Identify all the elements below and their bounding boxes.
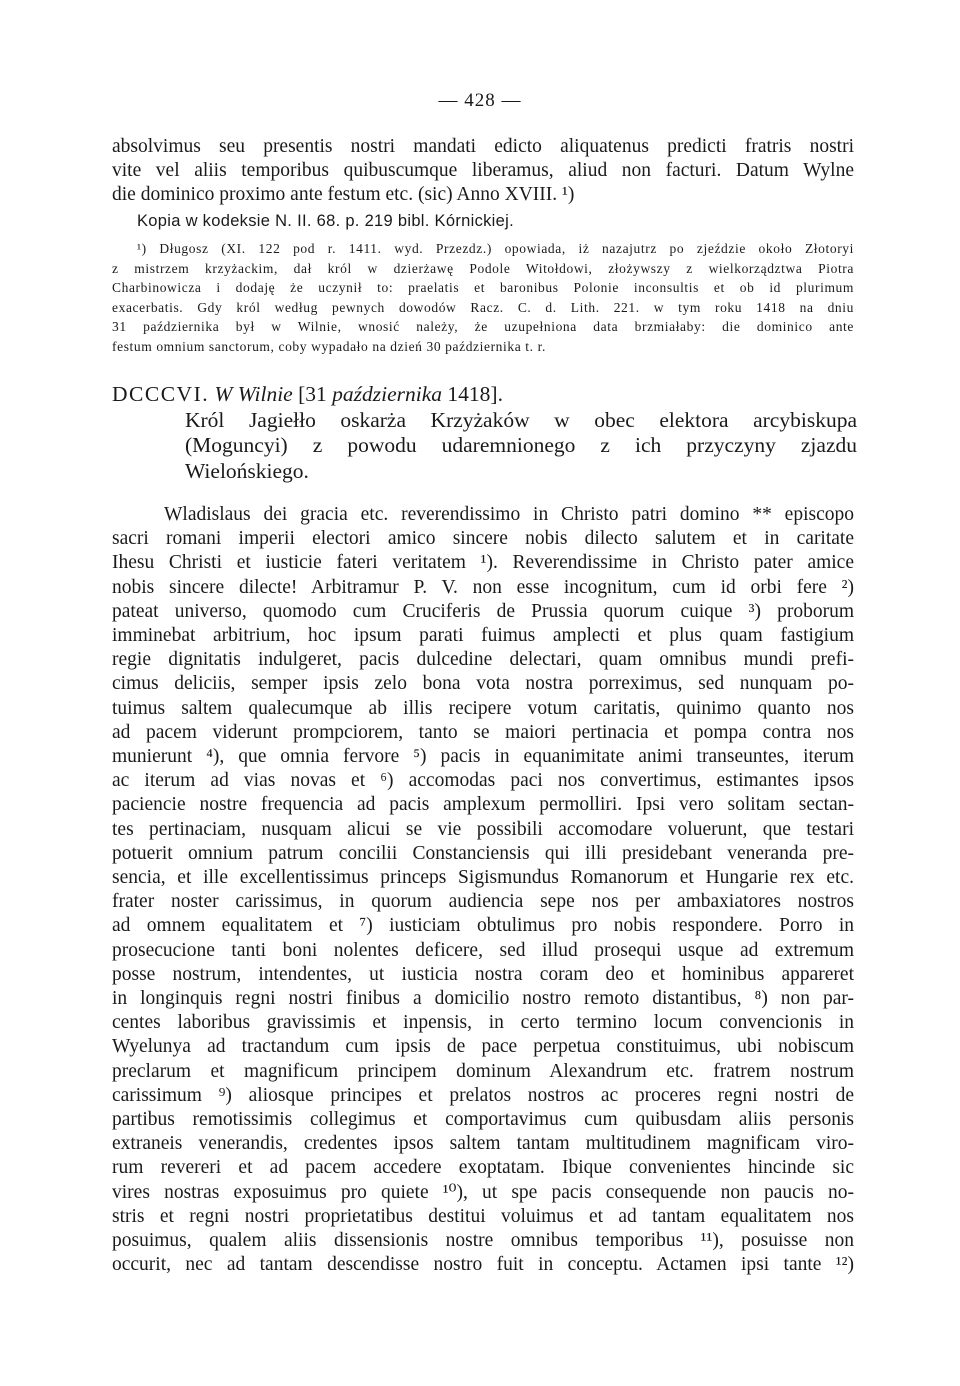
text-line: imminebat arbitrium, hoc ipsum parati fuimus amplecti et plus quam fastigium [112,625,854,647]
text-line: extraneis venerandis, credentes ipsos saltem tantam multitudinem magnificam viro- [112,1133,854,1155]
text-line: paciencie nostre frequencia ad pacis amplexum permolliri. Ipsi vero solitam sectan- [112,794,854,816]
text-line: stris et regni nostri proprietatibus destitui voluimus et ad tantam equalitatem nos [112,1205,854,1227]
text-line: occurit, nec ad tantam descendisse nostro fuit in conceptu. Actamen ipsi tante ¹²) [112,1254,854,1276]
text-line: potuerit omnium patrum concilii Constanciensis qui illi presidebant veneranda pre- [112,842,854,864]
footnote-line: festum omnium sanctorum, coby wypadało na dzień 30 października t. r. [112,338,546,354]
text-line: prosecucione tanti boni nolentes deficere, sed illud prosequi usque ad extremum [112,939,854,961]
source-note-line: Kopia w kodeksie N. II. 68. p. 219 bibl. Kórnickiej. [137,212,514,230]
text-line: partibus remotissimis collegimus et comportavimus cum quibusdam aliis personis [112,1109,854,1131]
document-date-open: [31 [298,382,333,406]
text-line: in longinquis regni nostri finibus a domicilio nostro remoto distantibus, ⁸) non par- [112,988,854,1010]
text-line: posuimus, qualem aliis dissensionis nostre omnibus temporibus ¹¹), posuisse non [112,1230,854,1252]
footnote-line: 31 października był w Wilnie, wnosić należy, że uzupełniona data brzmiałaby: die dominico ante [112,319,854,335]
text-line: tes pertinaciam, nusquam alicui se vie possibili accomodare voluerunt, que testari [112,818,854,840]
text-line: vires nostras exposuimus pro quiete ¹⁰), ut spe pacis consequende non paucis no- [112,1181,854,1203]
text-line: Wyelunya ad tractandum cum ipsis de pace perpetua constituimus, ubi nobiscum [112,1036,854,1058]
document-date-close: 1418]. [442,382,503,406]
text-line: Wladislaus dei gracia etc. reverendissimo in Christo patri domino ** episcopo [164,504,854,525]
text-line: munierunt ⁴), que omnia fervore ⁵) pacis in equanimitate animi transeuntes, iterum [112,746,854,768]
text-line: vite vel aliis temporibus quibuscumque liberamus, aliud non facturi. Datum Wylne [112,160,854,182]
text-line: ad pacem viderunt prompciorem, tanto se maiori pertinacia et pompa contra nos [112,721,854,743]
text-line: tuimus saltem qualecumque ab illis recipere votum caritatis, quinimo quanto nos [112,697,854,719]
text-line: ad omnem equalitatem et ⁷) iusticiam obtulimus pro nobis respondere. Porro in [112,915,854,937]
text-line: frater noster carissimus, in quorum audiencia sepe nos per ambaxiatores nostros [112,891,854,913]
text-line: ac iterum ad vias novas et ⁶) accomodas paci nos convertimus, estimantes ipsos [112,770,854,792]
text-line: cimus deliciis, semper ipsis zelo bona vota nostra porreximus, sed nunquam po- [112,673,854,695]
text-line: regie dignitatis indulgeret, pacis dulcedine delectari, quam omnibus mundi prefi- [112,649,854,671]
page-number: — 428 — [438,90,522,111]
text-line: centes laboribus gravissimis et inpensis, in certo termino locum convencionis in [112,1012,854,1034]
document-number: DCCCVI. [112,382,210,406]
document-date-month: października [332,382,443,406]
text-line: nobis sincere dilecte! Arbitramur P. V. non esse incognitum, cum id orbi fere ²) [112,576,854,598]
text-line: preclarum et magnificum principem dominum Alexandrum etc. fratrem nostrum [112,1060,854,1082]
text-line: pateat universo, quomodo cum Cruciferis de Prussia quorum cuique ³) proborum [112,600,854,622]
footnote-line: ¹) Długosz (XI. 122 pod r. 1411. wyd. Przezdz.) opowiada, iż nazajutrz po zjeździe około Złotoryi [137,241,854,256]
footnote-line: exacerbatis. Gdy król według pewnych dowodów Racz. C. d. Lith. 221. w tym roku 1418 na dniu [112,299,854,315]
main-text [112,503,854,1278]
source-note [112,210,854,233]
text-line: posse nostrum, intendentes, ut iusticia nostra coram deo et hominibus appareret [112,963,854,985]
top-paragraph [112,135,854,208]
heading-title-line: Król Jagiełło oskarża Krzyżaków w obec elektora arcybiskupa [185,407,857,432]
text-line: die dominico proximo ante festum etc. (sic) Anno XVIII. ¹) [112,184,575,206]
heading-title-line: (Moguncyi) z powodu udaremnionego z ich przyczyny zjazdu [185,433,857,457]
document-place: W Wilnie [214,382,293,406]
document-heading [112,382,857,484]
text-line: rum revereri et ad pacem accedere exoptatam. Ibique convenientes hincinde sic [112,1157,854,1179]
text-line: absolvimus seu presentis nostri mandati edicto aliquatenus predicti fratris nostri [112,136,854,157]
footnote-line: z mistrzem krzyżackim, dał król w dzierżawę Podole Witołdowi, złożywszy z wielkorządztwa Piotra [112,260,854,276]
text-line: sacri romani imperii electori amico sincere nobis dilecto salutem et in caritate [112,528,854,550]
footnote [112,239,854,357]
heading-first-line [112,382,857,408]
heading-title-line: Wielońskiego. [185,458,309,483]
text-line: carissimum ⁹) aliosque principes et prelatos nostros ac proceres regni nostri de [112,1084,854,1106]
text-line: Ihesu Christi et iusticie fateri veritatem ¹). Reverendissime in Christo pater amice [112,552,854,574]
footnote-line: Charbinowicza i dodaję że uczynił to: praelatis et baronibus Polonie inconsultis et ob id plurimum [112,280,854,296]
text-line: sencia, et ille excellentissimus princeps Sigismundus Romanorum et Hungarie rex etc. [112,867,854,889]
